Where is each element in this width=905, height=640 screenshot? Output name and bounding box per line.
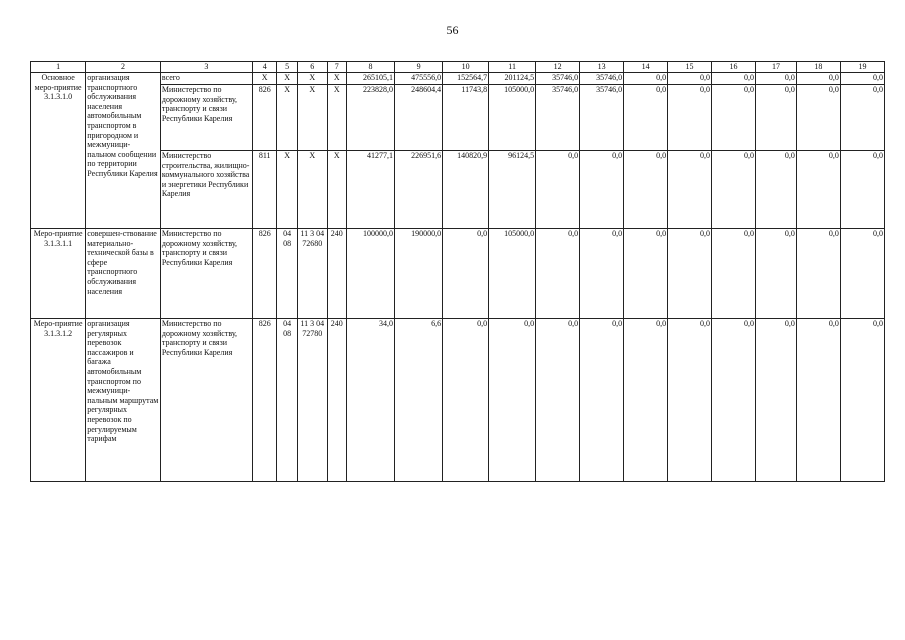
column-header: 19: [840, 62, 884, 73]
event-description-cell: организация регулярных перевозок пассажиров и багажа автомобильным транспортом по межмуници-пальным маршрутам регулярных перевозок по регулируемым тарифам: [86, 319, 161, 482]
table-cell: 0,0: [624, 85, 668, 151]
table-cell: 223828,0: [346, 85, 394, 151]
table-cell: 0,0: [840, 229, 884, 319]
table-cell: 0,0: [712, 229, 756, 319]
column-header: 9: [395, 62, 443, 73]
table-cell: 35746,0: [536, 73, 580, 85]
table-cell: 100000,0: [346, 229, 394, 319]
budget-table: [30, 61, 885, 482]
table-cell: 34,0: [346, 319, 394, 482]
column-header: 13: [580, 62, 624, 73]
event-description-cell: совершен-ствование материально-технической базы в сфере транспортного обслуживания населения: [86, 229, 161, 319]
responsible-cell: всего: [160, 73, 252, 85]
table-row: [31, 73, 885, 85]
table-cell: X: [327, 151, 346, 229]
table-cell: 0,0: [796, 319, 840, 482]
table-cell: 0,0: [756, 151, 797, 229]
column-header: 15: [668, 62, 712, 73]
table-cell: X: [277, 151, 297, 229]
table-cell: 152564,7: [443, 73, 489, 85]
column-header: 2: [86, 62, 161, 73]
table-cell: X: [297, 73, 327, 85]
header-row: [31, 62, 885, 73]
table-cell: 11 3 04 72780: [297, 319, 327, 482]
table-cell: 0,0: [624, 151, 668, 229]
column-header: 6: [297, 62, 327, 73]
table-cell: 0,0: [668, 73, 712, 85]
column-header: 11: [489, 62, 536, 73]
table-cell: 0,0: [536, 151, 580, 229]
event-code-cell: Основное меро-приятие 3.1.3.1.0: [31, 73, 86, 229]
table-cell: 240: [327, 319, 346, 482]
table-cell: X: [297, 151, 327, 229]
table-cell: 0,0: [536, 229, 580, 319]
table-cell: 105000,0: [489, 229, 536, 319]
event-description-cell: организация транспортного обслуживания населения автомобильным транспортом в пригородном и межмуници-пальном сообщении по территории Республики Карелия: [86, 73, 161, 229]
table-cell: 105000,0: [489, 85, 536, 151]
table-cell: 0,0: [443, 229, 489, 319]
table-cell: 811: [252, 151, 277, 229]
table-cell: 0,0: [756, 229, 797, 319]
table-cell: 190000,0: [395, 229, 443, 319]
page-number: 56: [446, 23, 459, 37]
column-header: 8: [346, 62, 394, 73]
responsible-cell: Министерство по дорожному хозяйству, транспорту и связи Республики Карелия: [160, 229, 252, 319]
column-header: 12: [536, 62, 580, 73]
table-cell: 0,0: [580, 319, 624, 482]
table-cell: 11 3 04 72680: [297, 229, 327, 319]
table-cell: 6,6: [395, 319, 443, 482]
table-cell: 0,0: [624, 229, 668, 319]
table-cell: 0,0: [840, 85, 884, 151]
table-cell: 35746,0: [580, 73, 624, 85]
table-cell: X: [277, 73, 297, 85]
table-cell: 04 08: [277, 229, 297, 319]
event-code-cell: Меро-приятие 3.1.3.1.1: [31, 229, 86, 319]
table-cell: 265105,1: [346, 73, 394, 85]
table-cell: 0,0: [796, 229, 840, 319]
table-cell: 826: [252, 319, 277, 482]
table-cell: 0,0: [712, 73, 756, 85]
table-cell: 04 08: [277, 319, 297, 482]
table-cell: 0,0: [796, 73, 840, 85]
table-cell: 0,0: [580, 229, 624, 319]
table-cell: 0,0: [624, 73, 668, 85]
table-row: [31, 229, 885, 319]
table-row: [31, 319, 885, 482]
table-cell: X: [327, 85, 346, 151]
table-cell: 0,0: [536, 319, 580, 482]
table-cell: 0,0: [840, 73, 884, 85]
column-header: 1: [31, 62, 86, 73]
table-cell: 0,0: [796, 85, 840, 151]
table-cell: 201124,5: [489, 73, 536, 85]
table-cell: 0,0: [712, 151, 756, 229]
column-header: 4: [252, 62, 277, 73]
table-cell: 226951,6: [395, 151, 443, 229]
table-cell: 0,0: [624, 319, 668, 482]
table-cell: 240: [327, 229, 346, 319]
column-header: 18: [796, 62, 840, 73]
column-header: 16: [712, 62, 756, 73]
table-cell: 0,0: [756, 73, 797, 85]
table-cell: X: [252, 73, 277, 85]
table-cell: 11743,8: [443, 85, 489, 151]
table-cell: 0,0: [443, 319, 489, 482]
table-cell: 41277,1: [346, 151, 394, 229]
column-header: 17: [756, 62, 797, 73]
table-cell: 0,0: [796, 151, 840, 229]
table-cell: 35746,0: [580, 85, 624, 151]
table-cell: 0,0: [840, 151, 884, 229]
table-cell: X: [277, 85, 297, 151]
responsible-cell: Министерство по дорожному хозяйству, транспорту и связи Республики Карелия: [160, 319, 252, 482]
table-cell: X: [327, 73, 346, 85]
table-cell: 475556,0: [395, 73, 443, 85]
table-cell: 0,0: [756, 319, 797, 482]
responsible-cell: Министерство строительства, жилищно-коммунального хозяйства и энергетики Республики Карелия: [160, 151, 252, 229]
column-header: 7: [327, 62, 346, 73]
table-cell: 0,0: [668, 229, 712, 319]
event-code-cell: Меро-приятие 3.1.3.1.2: [31, 319, 86, 482]
column-header: 3: [160, 62, 252, 73]
table-cell: 0,0: [489, 319, 536, 482]
column-header: 5: [277, 62, 297, 73]
table-cell: 0,0: [668, 151, 712, 229]
table-cell: 0,0: [580, 151, 624, 229]
table-cell: 0,0: [712, 319, 756, 482]
table-cell: 248604,4: [395, 85, 443, 151]
table-cell: 96124,5: [489, 151, 536, 229]
table-cell: 826: [252, 85, 277, 151]
table-cell: 0,0: [668, 319, 712, 482]
table-cell: 0,0: [840, 319, 884, 482]
column-header: 10: [443, 62, 489, 73]
table-cell: 826: [252, 229, 277, 319]
table-cell: 0,0: [668, 85, 712, 151]
table-cell: 140820,9: [443, 151, 489, 229]
responsible-cell: Министерство по дорожному хозяйству, транспорту и связи Республики Карелия: [160, 85, 252, 151]
table-cell: 35746,0: [536, 85, 580, 151]
table-cell: 0,0: [712, 85, 756, 151]
table-cell: X: [297, 85, 327, 151]
column-header: 14: [624, 62, 668, 73]
table-cell: 0,0: [756, 85, 797, 151]
